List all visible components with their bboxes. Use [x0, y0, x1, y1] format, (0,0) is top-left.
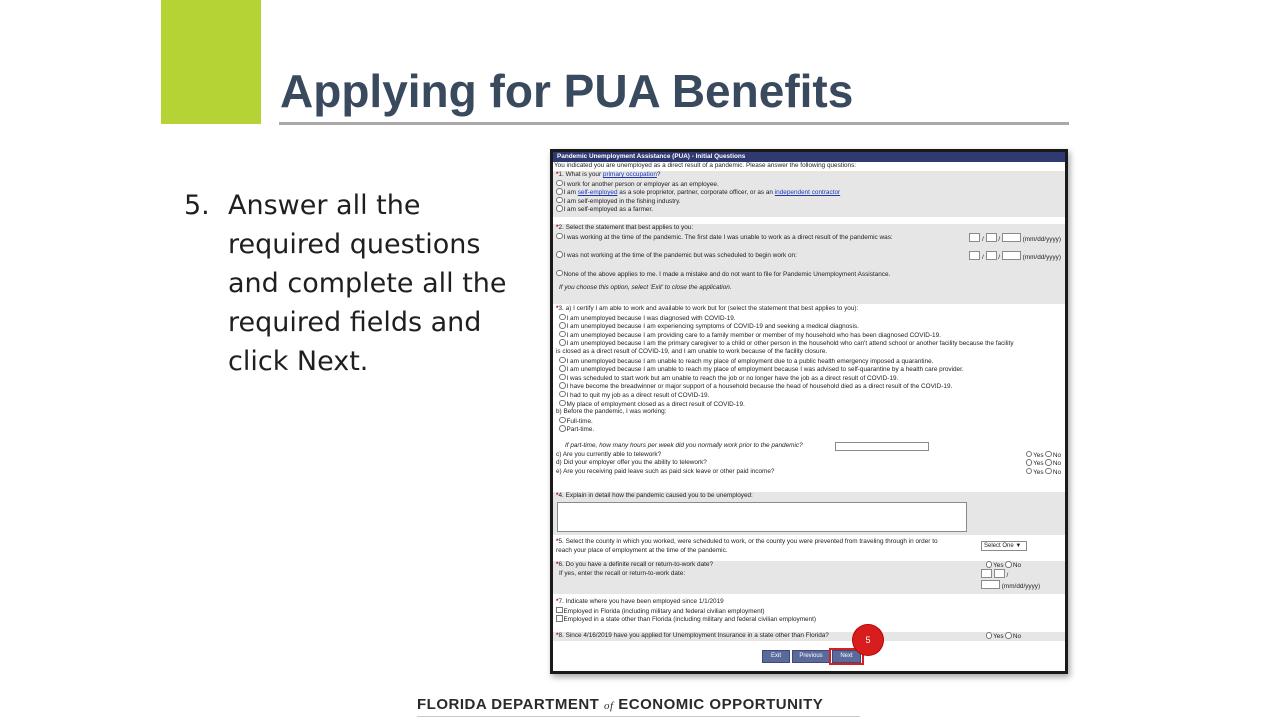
- q3-option[interactable]: I have become the breadwinner or major support of a household because the head of household died as a direct result of the COVID-19.: [553, 382, 1065, 391]
- q3-option[interactable]: I am unemployed because I am the primary caregiver to a child or other person in the household who can't attend school or another facility because the facility: [553, 339, 1065, 348]
- q3-option[interactable]: My place of employment closed as a direct result of COVID-19.: [553, 400, 1065, 409]
- radio-icon[interactable]: [559, 331, 566, 338]
- q1-option-farmer[interactable]: I am self-employed as a farmer.: [553, 205, 1065, 214]
- radio-icon[interactable]: [559, 365, 566, 372]
- step-number: 5.: [184, 190, 210, 221]
- radio-icon[interactable]: [1045, 459, 1052, 466]
- question-7: [553, 598, 1065, 626]
- month-input[interactable]: [969, 233, 980, 242]
- dept-logo: FLORIDA DEPARTMENT of ECONOMIC OPPORTUNITY: [417, 696, 824, 713]
- step-marker-badge: 5: [853, 625, 883, 655]
- q3-option-continued: is closed as a direct result of COVID-19, and I am unable to work because of the facility closure.: [556, 347, 828, 355]
- question-6: [553, 561, 1065, 594]
- question-1: [553, 171, 1065, 217]
- q3d-employer-telework: d) Did your employer offer you the ability to telework? Yes No: [556, 459, 1061, 468]
- radio-icon[interactable]: [1026, 451, 1033, 458]
- q1-option-fishing[interactable]: I am self-employed in the fishing industry.: [553, 197, 1065, 206]
- step-text: Answer all the required questions and complete all the required fields and click Next.: [228, 190, 507, 377]
- radio-icon[interactable]: [1045, 468, 1052, 475]
- radio-icon[interactable]: [1026, 468, 1033, 475]
- radio-icon[interactable]: [556, 188, 563, 195]
- q1-option-self-employed[interactable]: I am self-employed as a sole proprietor, partner, corporate officer, or as an independent contractor: [553, 188, 1065, 197]
- radio-icon[interactable]: [986, 632, 993, 639]
- radio-icon[interactable]: [556, 197, 563, 204]
- form-intro: You indicated you are unemployed as a direct result of a pandemic. Please answer the following questions:: [554, 162, 857, 169]
- radio-icon[interactable]: [559, 357, 566, 364]
- q3-label: *3. a) I certify I am able to work and available to work but for (select the statement that best applies to you):: [556, 305, 859, 312]
- year-input[interactable]: [1002, 251, 1021, 260]
- q6-label: *6. Do you have a definite recall or return-to-work date? Yes No: [556, 561, 1021, 569]
- day-input[interactable]: [986, 233, 997, 242]
- radio-icon[interactable]: [559, 425, 566, 432]
- q3e-choices: Yes No: [1026, 468, 1061, 478]
- radio-icon[interactable]: [559, 374, 566, 381]
- q3d-choices: Yes No: [1026, 459, 1061, 469]
- year-input[interactable]: [1002, 233, 1021, 242]
- radio-icon[interactable]: [556, 205, 563, 212]
- radio-icon[interactable]: [559, 382, 566, 389]
- q7-label: *7. Indicate where you have been employed since 1/1/2019: [556, 598, 724, 605]
- question-2: [553, 224, 1065, 304]
- q4-label: *4. Explain in detail how the pandemic caused you to be unemployed:: [556, 492, 753, 499]
- q2-label: *2. Select the statement that best applies to you:: [556, 224, 694, 231]
- q2-note: If you choose this option, select 'Exit' to close the application.: [559, 284, 732, 292]
- radio-icon[interactable]: [556, 270, 563, 277]
- q2-date-2: / / (mm/dd/yyyy): [969, 251, 1061, 263]
- radio-icon[interactable]: [556, 251, 563, 258]
- form-header: Pandemic Unemployment Assistance (PUA) - Initial Questions: [553, 152, 1065, 162]
- q3-option[interactable]: I am unemployed because I am experiencing symptoms of COVID-19 and seeking a medical diagnosis.: [553, 322, 1065, 331]
- hours-question: If part-time, how many hours per week did you normally work prior to the pandemic?: [553, 442, 1065, 451]
- question-4: [553, 492, 1065, 535]
- primary-occupation-link[interactable]: primary occupation: [602, 171, 657, 178]
- day-input[interactable]: [986, 251, 997, 260]
- q3b-part-time[interactable]: Part-time.: [553, 425, 1065, 434]
- q6-choices: Yes No: [986, 561, 1021, 571]
- self-employed-link[interactable]: self-employed: [577, 189, 618, 197]
- question-8: [553, 632, 1065, 641]
- q3c-telework: c) Are you currently able to telework? Yes No: [556, 450, 1061, 459]
- radio-icon[interactable]: [559, 417, 566, 424]
- accent-block: [161, 0, 261, 124]
- q2-option-not-working[interactable]: I was not working at the time of the pandemic but was scheduled to begin work on: / / (mm/dd/yyyy): [553, 251, 1065, 260]
- q3c-choices: Yes No: [1026, 451, 1061, 461]
- month-input[interactable]: [981, 569, 992, 578]
- q7-option-other-state[interactable]: Employed in a state other than Florida (including military and federal civilian employment): [553, 615, 1065, 624]
- day-input[interactable]: [994, 569, 1005, 578]
- q2-option-working[interactable]: I was working at the time of the pandemic. The first date I was unable to work as a direct result of the pandemic was: / / (mm/dd/yyyy): [553, 233, 1065, 242]
- checkbox-icon[interactable]: [556, 607, 563, 614]
- year-input[interactable]: [981, 580, 1000, 589]
- q2-option-none[interactable]: None of the above applies to me. I made a mistake and do not want to file for Pandemic Unemployment Assistance.: [553, 270, 1065, 279]
- radio-icon[interactable]: [1045, 451, 1052, 458]
- checkbox-icon[interactable]: [556, 615, 563, 622]
- previous-button[interactable]: Previous: [792, 650, 830, 663]
- radio-icon[interactable]: [556, 180, 563, 187]
- county-select[interactable]: Select One ▼: [981, 541, 1027, 551]
- independent-contractor-link[interactable]: independent contractor: [774, 189, 841, 197]
- q3-option[interactable]: I am unemployed because I am unable to reach my place of employment due to a public health emergency imposed a quarantine.: [553, 357, 1065, 366]
- explanation-textarea[interactable]: [557, 502, 967, 532]
- radio-icon[interactable]: [559, 391, 566, 398]
- q3b-label: b) Before the pandemic, I was working:: [556, 408, 667, 416]
- chevron-down-icon: ▼: [1015, 543, 1022, 549]
- q5-label-continued: reach your place of employment at the time of the pandemic.: [556, 546, 728, 554]
- question-5: [553, 538, 1065, 558]
- title-divider: [279, 122, 1069, 125]
- q1-option-employee[interactable]: I work for another person or employer as an employee.: [553, 180, 1065, 189]
- q8-label: *8. Since 4/16/2019 have you applied for Unemployment Insurance in a state other than Florida? Yes No: [556, 632, 1021, 640]
- radio-icon[interactable]: [559, 322, 566, 329]
- pua-form: [553, 152, 1065, 671]
- radio-icon[interactable]: [559, 314, 566, 321]
- q3-option[interactable]: I am unemployed because I am unable to reach my place of employment because I was advised to self-quarantine by a health care provider.: [553, 365, 1065, 374]
- radio-icon[interactable]: [1005, 561, 1012, 568]
- q3-option[interactable]: I was scheduled to start work but am unable to reach the job or no longer have the job as a direct result of COVID-19.: [553, 374, 1065, 383]
- q5-label: *5. Select the county in which you worked, were scheduled to work, or the county you were prevented from traveling through in order to: [556, 538, 938, 545]
- q3-option[interactable]: I had to quit my job as a direct result of COVID-19.: [553, 391, 1065, 400]
- q8-choices: Yes No: [986, 632, 1021, 642]
- footer-divider: [417, 716, 860, 717]
- q3b-full-time[interactable]: Full-time.: [553, 417, 1065, 426]
- radio-icon[interactable]: [559, 400, 566, 407]
- radio-icon[interactable]: [1005, 632, 1012, 639]
- radio-icon[interactable]: [556, 233, 563, 240]
- q3-option[interactable]: I am unemployed because I am providing care to a family member or member of my household who has been diagnosed COVID-19.: [553, 331, 1065, 340]
- question-3: [553, 305, 1065, 487]
- q7-option-florida[interactable]: Employed in Florida (including military and federal civilian employment): [553, 607, 1065, 616]
- q1-label: *1. What is your primary occupation?: [556, 171, 661, 178]
- q2-date-1: / / (mm/dd/yyyy): [969, 233, 1061, 245]
- form-screenshot: [550, 149, 1068, 674]
- next-button[interactable]: Next: [832, 650, 861, 663]
- exit-button[interactable]: Exit: [762, 650, 790, 663]
- q3e-paid-leave: e) Are you receiving paid leave such as paid sick leave or other paid income? Yes No: [556, 467, 1061, 476]
- radio-icon[interactable]: [986, 561, 993, 568]
- radio-icon[interactable]: [1026, 459, 1033, 466]
- q6-sub: If yes, enter the recall or return-to-work date:: [559, 569, 686, 577]
- radio-icon[interactable]: [559, 339, 566, 346]
- slide-title: Applying for PUA Benefits: [280, 65, 854, 117]
- q3-option[interactable]: I am unemployed because I was diagnosed with COVID-19.: [553, 314, 1065, 323]
- q6-date: / (mm/dd/yyyy): [981, 569, 1040, 591]
- month-input[interactable]: [969, 251, 980, 260]
